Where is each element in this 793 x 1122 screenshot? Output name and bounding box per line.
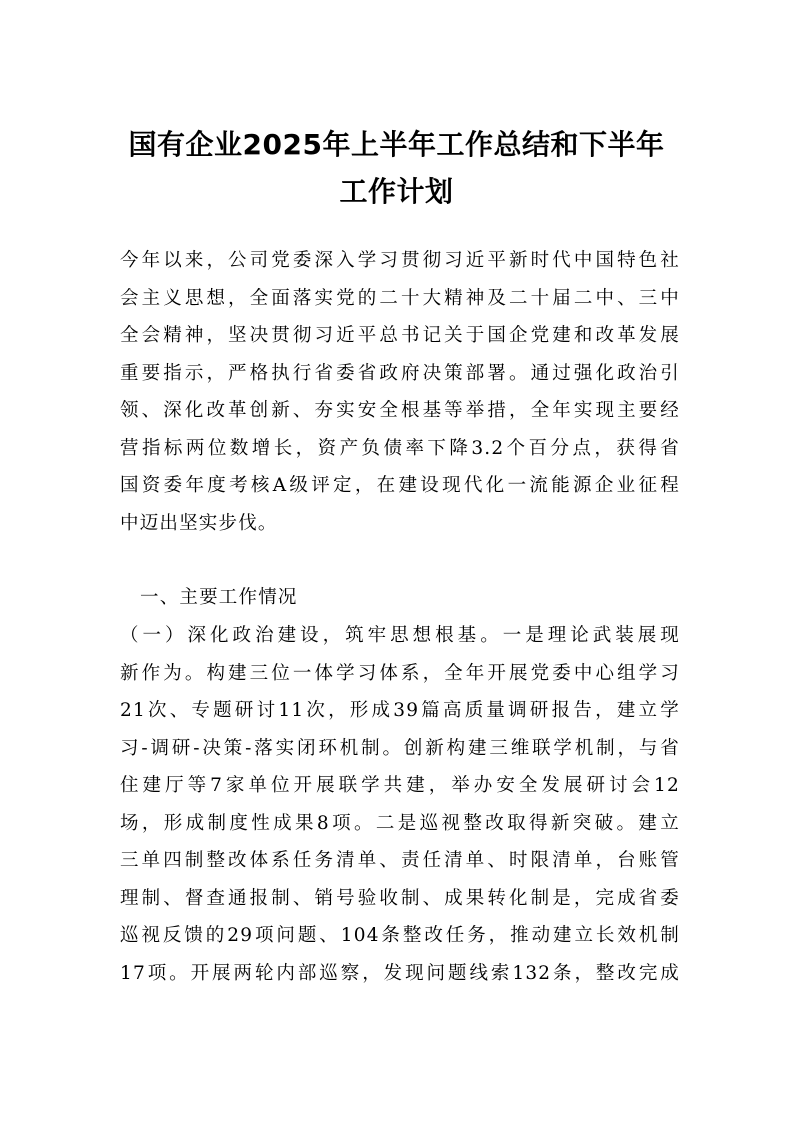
intro-line: 重要指示，严格执行省委省政府决策部署。通过强化政治引 [120, 362, 680, 384]
intro-line: 国资委年度考核A级评定，在建设现代化一流能源企业征程 [120, 475, 680, 496]
section1-line: 三单四制整改体系任务清单、责任清单、时限清单，台账管 [120, 850, 680, 871]
section1-paragraph [120, 617, 680, 992]
section-heading [140, 579, 700, 617]
section1-line: 习-调研-决策-落实闭环机制。创新构建三维联学机制，与省 [120, 737, 680, 759]
section1-line: （一）深化政治建设，筑牢思想根基。一是理论武装展现 [120, 625, 680, 646]
intro-line: 中迈出坚实步伐。 [120, 512, 278, 534]
section1-line: 住建厅等7家单位开展联学共建，举办安全发展研讨会12 [120, 775, 680, 796]
section1-line: 17项。开展两轮内部巡察，发现问题线索132条，整改完成 [120, 962, 680, 984]
section1-line: 新作为。构建三位一体学习体系，全年开展党委中心组学习 [120, 662, 680, 684]
intro-line: 营指标两位数增长，资产负债率下降3.2个百分点，获得省 [120, 437, 680, 459]
document-title-line-1: 国有企业2025年上半年工作总结和下半年 [128, 128, 665, 161]
intro-line: 会主义思想，全面落实党的二十大精神及二十届二中、三中 [120, 287, 680, 309]
intro-line: 领、深化改革创新、夯实安全根基等举措，全年实现主要经 [120, 400, 680, 421]
section1-line: 巡视反馈的29项问题、104条整改任务，推动建立长效机制 [120, 925, 680, 946]
document-title-line-2: 工作计划 [339, 175, 454, 208]
intro-paragraph [120, 242, 680, 542]
section-heading-text: 一、主要工作情况 [140, 587, 298, 608]
section1-line: 理制、督查通报制、销号验收制、成果转化制是，完成省委 [120, 887, 680, 909]
section1-line: 21次、专题研讨11次，形成39篇高质量调研报告，建立学 [120, 700, 680, 721]
intro-line: 全会精神，坚决贯彻习近平总书记关于国企党建和改革发展 [120, 325, 680, 346]
intro-line: 今年以来，公司党委深入学习贯彻习近平新时代中国特色社 [120, 250, 680, 271]
section1-line: 场，形成制度性成果8项。二是巡视整改取得新突破。建立 [120, 812, 680, 834]
